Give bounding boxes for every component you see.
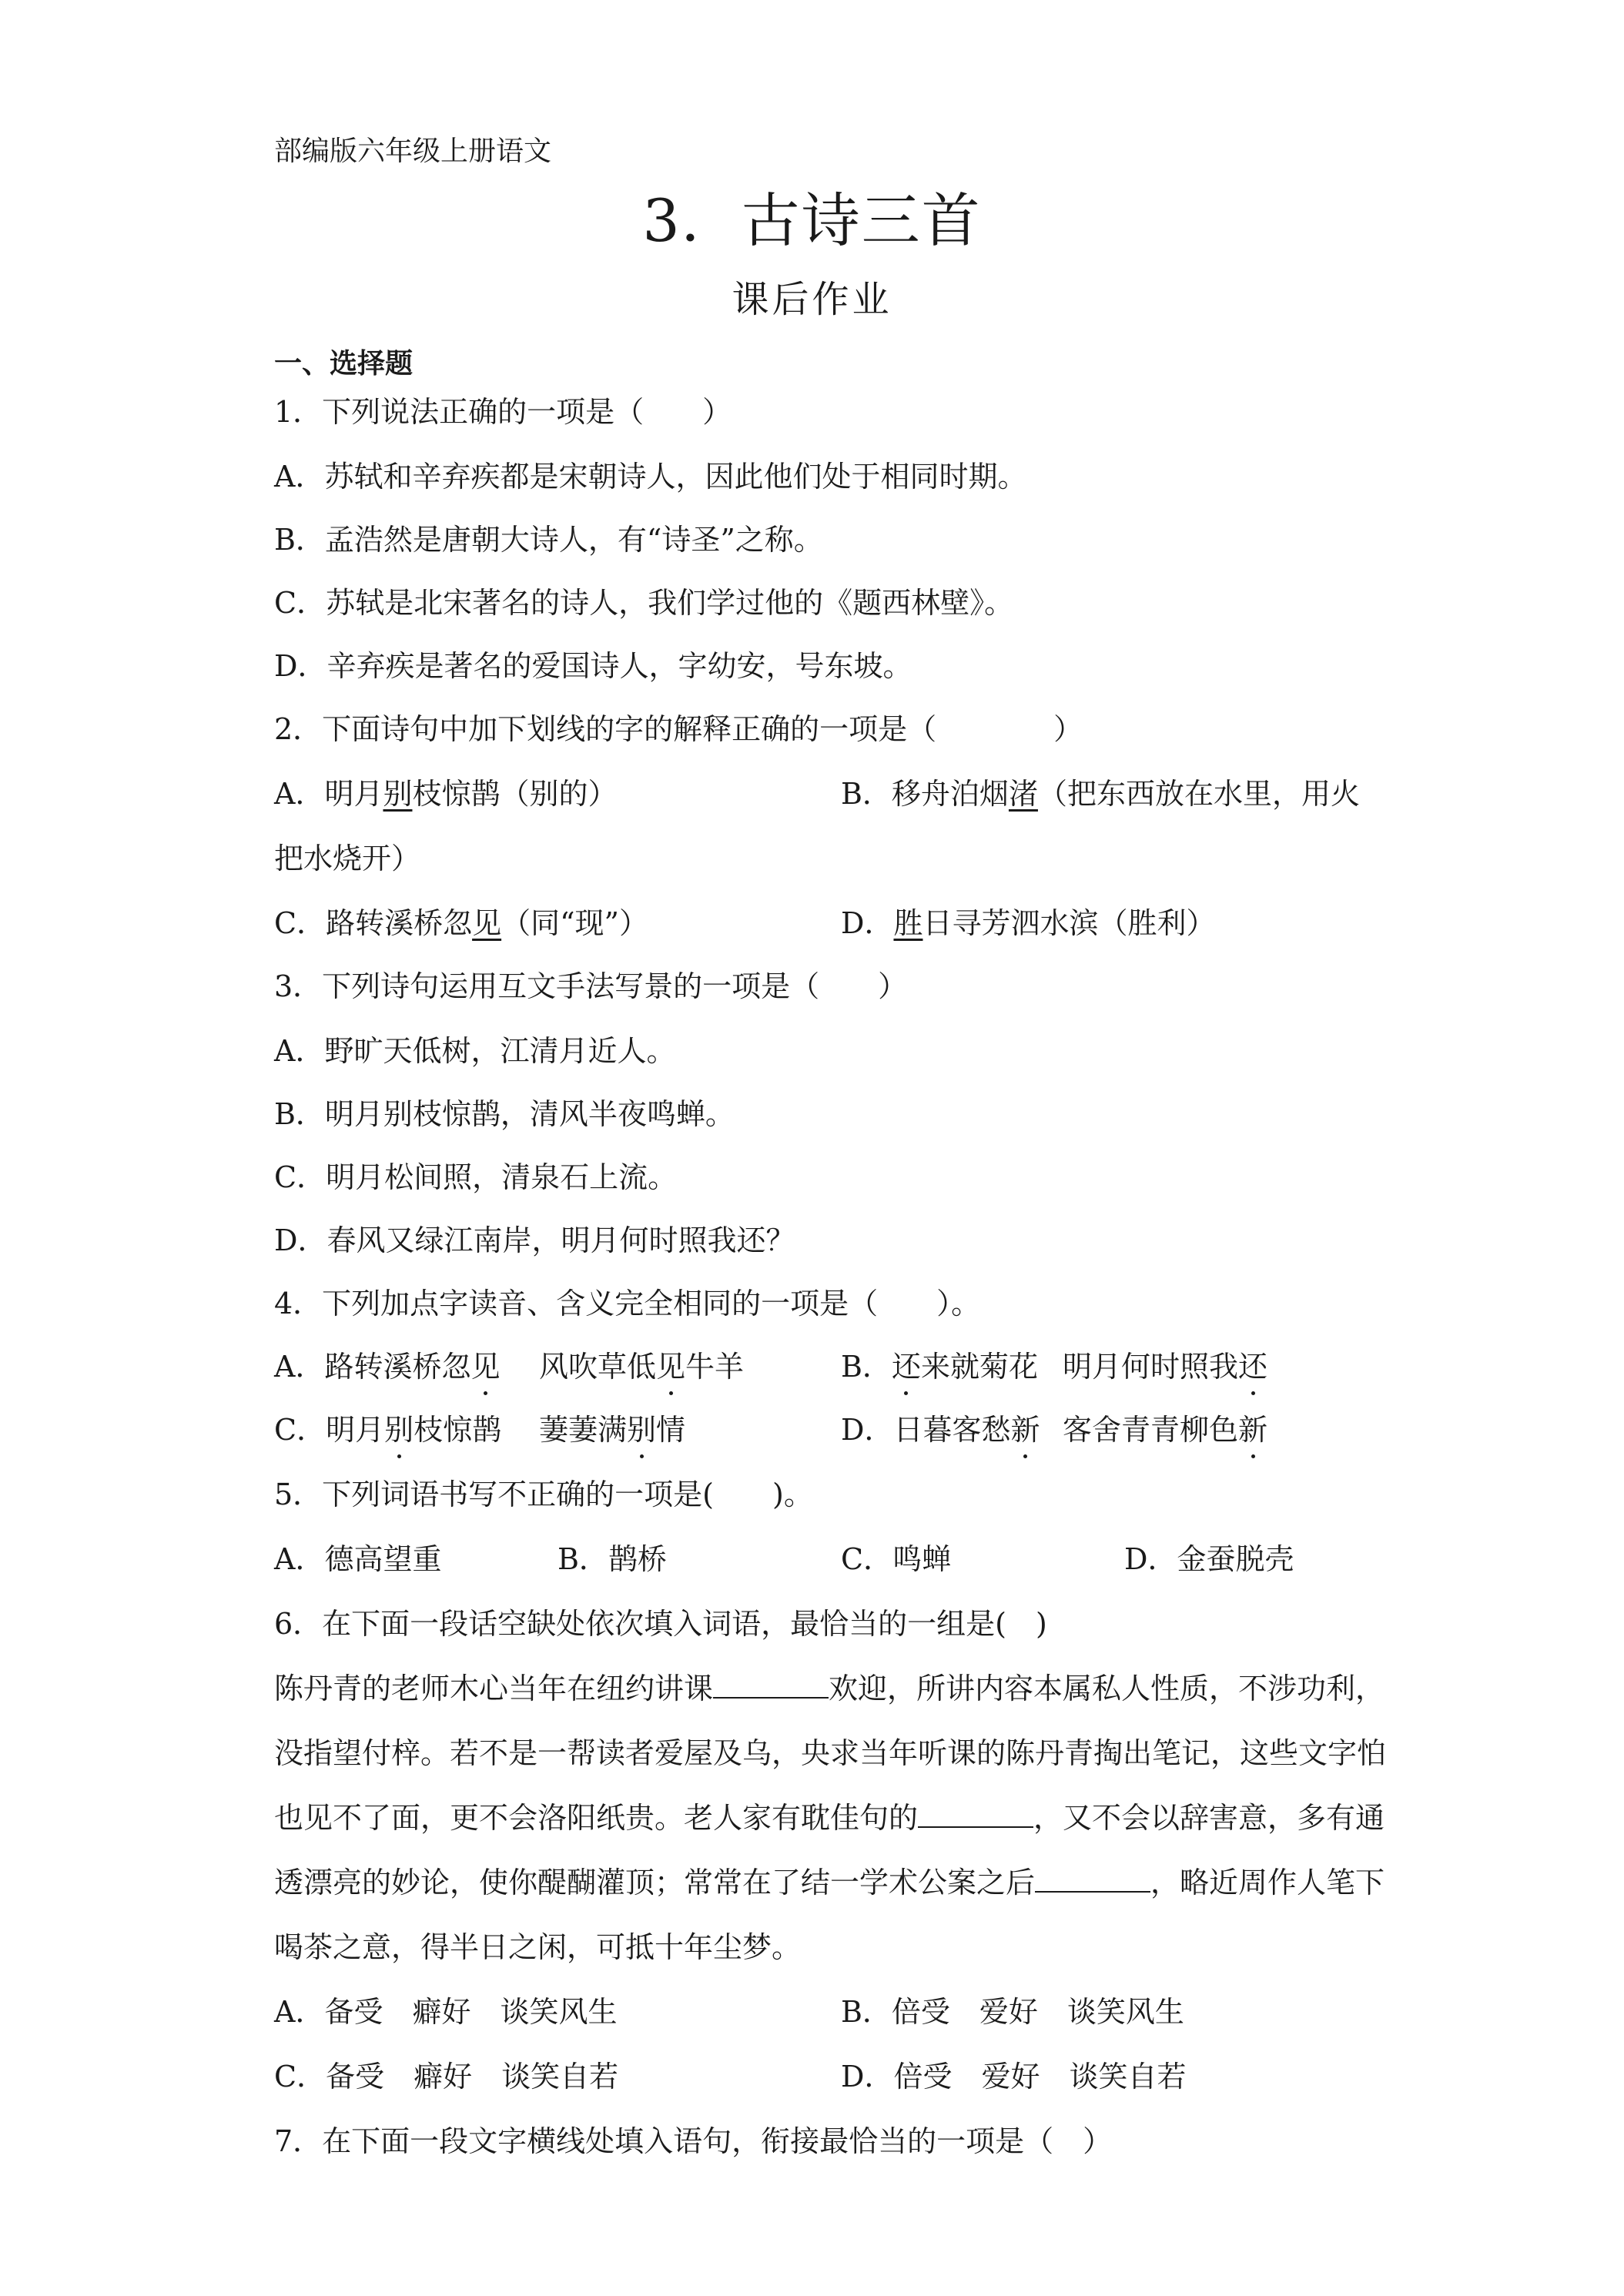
page-subtitle: 课后作业	[732, 278, 892, 321]
q2-option-c	[274, 905, 648, 941]
q4-c2-dotted: 别	[627, 1413, 657, 1447]
q2-option-d	[841, 905, 1216, 941]
q2-b-suffix: （把东西放在水里，用火	[1037, 777, 1360, 811]
q2-c-prefix: C．路转溪桥忽	[274, 906, 473, 940]
q3-option-a: A．野旷天低树，江清月近人。	[274, 1034, 676, 1068]
q6-p3-prefix: 也见不了面，更不会洛阳纸贵。老人家有耽佳句的	[274, 1801, 919, 1835]
q3-option-d: D．春风又绿江南岸，明月何时照我还？	[274, 1223, 795, 1257]
q6-option-c: C．备受 癖好 谈笑自若	[274, 2060, 619, 2094]
q4-option-d-first	[841, 1412, 1040, 1448]
q4-c1-prefix: C．明月	[274, 1413, 385, 1447]
series-label: 部编版六年级上册语文	[274, 136, 552, 167]
q5-stem: 5．下列词语书写不正确的一项是( )。	[274, 1478, 813, 1511]
fill-blank-2	[918, 1802, 1033, 1828]
q1-stem: 1．下列说法正确的一项是（ ）	[274, 395, 732, 429]
q2-d-prefix: D．	[841, 906, 894, 940]
q4-stem: 4．下列加点字读音、含义完全相同的一项是（ ）。	[274, 1287, 981, 1320]
q2-stem: 2．下面诗句中加下划线的字的解释正确的一项是（ ）	[274, 712, 1083, 746]
q4-b2-dotted: 还	[1238, 1350, 1268, 1384]
q4-d2-dotted: 新	[1238, 1413, 1268, 1447]
q2-c-underlined: 见	[472, 906, 502, 940]
q2-b-prefix: B．移舟泊烟	[841, 777, 1009, 811]
q4-b1-dotted: 还	[891, 1350, 921, 1384]
q2-b-underlined: 渚	[1008, 777, 1038, 811]
q2-d-underlined: 胜	[893, 906, 923, 940]
q4-a1-prefix: A．路转溪桥忽	[274, 1350, 471, 1384]
q2-option-b	[841, 776, 1360, 812]
page-title: 3．古诗三首	[642, 186, 982, 255]
q1-option-b: B．孟浩然是唐朝大诗人，有“诗圣”之称。	[274, 523, 823, 557]
q4-option-c-first	[274, 1412, 501, 1448]
q4-option-d-second	[1063, 1412, 1267, 1448]
q1-option-c: C．苏轼是北宋著名的诗人，我们学过他的《题西林壁》。	[274, 586, 1014, 620]
q4-b1-suffix: 来就菊花	[920, 1350, 1038, 1384]
q4-option-b-second	[1063, 1349, 1267, 1384]
q3-stem: 3．下列诗句运用互文手法写景的一项是（ ）	[274, 969, 908, 1003]
q6-passage-line-4	[274, 1865, 1385, 1900]
q4-d1-prefix: D．日暮客愁	[841, 1413, 1011, 1447]
q4-option-a-first	[274, 1349, 500, 1384]
q1-option-d: D．辛弃疾是著名的爱国诗人，字幼安，号东坡。	[274, 649, 912, 683]
q6-passage-line-1	[274, 1671, 1385, 1706]
q4-b1-prefix: B．	[841, 1350, 892, 1384]
q5-option-d: D．金蚕脱壳	[1124, 1542, 1294, 1576]
q6-p3-suffix: ，又不会以辞害意，多有通	[1033, 1801, 1385, 1835]
q2-d-suffix: 日寻芳泗水滨（胜利）	[922, 906, 1216, 940]
q2-option-a	[274, 776, 617, 812]
q6-option-d: D．倍受 爱好 谈笑自若	[841, 2060, 1187, 2094]
q6-stem: 6．在下面一段话空缺处依次填入词语，最恰当的一组是( )	[274, 1607, 1047, 1641]
q6-passage-line-2: 没指望付梓。若不是一帮读者爱屋及乌，央求当年听课的陈丹青掏出笔记，这些文字怕	[274, 1736, 1387, 1770]
q3-option-b: B．明月别枝惊鹊，清风半夜鸣蝉。	[274, 1097, 735, 1131]
q2-a-prefix: A．明月	[274, 777, 383, 811]
q4-b2-prefix: 明月何时照我	[1063, 1350, 1239, 1384]
q3-option-c: C．明月松间照，清泉石上流。	[274, 1160, 678, 1194]
q6-option-b: B．倍受 爱好 谈笑风生	[841, 1995, 1184, 2029]
q6-p4-suffix: ，略近周作人笔下	[1150, 1866, 1385, 1899]
q6-p1-prefix: 陈丹青的老师木心当年在纽约讲课	[274, 1672, 714, 1705]
q6-option-a: A．备受 癖好 谈笑风生	[274, 1995, 618, 2029]
q4-c2-suffix: 情	[656, 1413, 686, 1447]
q2-c-suffix: （同“现”）	[501, 906, 648, 940]
q2-option-b-continuation: 把水烧开）	[274, 842, 421, 875]
q4-a2-prefix: 风吹草低	[539, 1350, 657, 1384]
q7-stem: 7．在下面一段文字横线处填入语句，衔接最恰当的一项是（ ）	[274, 2124, 1113, 2158]
q4-c1-suffix: 枝惊鹊	[414, 1413, 502, 1447]
q4-option-c-second	[539, 1412, 685, 1448]
section-heading: 一、选择题	[274, 348, 414, 380]
q4-c2-prefix: 萋萋满	[539, 1413, 628, 1447]
q4-option-a-second	[539, 1349, 744, 1384]
q2-a-underlined: 别	[383, 777, 413, 811]
q1-option-a: A．苏轼和辛弃疾都是宋朝诗人，因此他们处于相同时期。	[274, 460, 1027, 494]
q5-option-a: A．德高望重	[274, 1542, 442, 1576]
q4-a2-suffix: 牛羊	[685, 1350, 745, 1384]
q4-c1-dotted: 别	[384, 1413, 414, 1447]
q6-p1-suffix: 欢迎，所讲内容本属私人性质，不涉功利，	[829, 1672, 1385, 1705]
q4-d1-dotted: 新	[1010, 1413, 1040, 1447]
q4-a2-dotted: 见	[656, 1350, 686, 1384]
q4-a1-dotted: 见	[470, 1350, 501, 1384]
q4-d2-prefix: 客舍青青柳色	[1063, 1413, 1239, 1447]
q2-a-suffix: 枝惊鹊（别的）	[412, 777, 618, 811]
fill-blank-3	[1035, 1866, 1150, 1893]
q5-option-c: C．鸣蝉	[841, 1542, 952, 1576]
fill-blank-1	[713, 1672, 829, 1699]
q5-option-b: B．鹊桥	[558, 1542, 667, 1576]
q4-option-b-first	[841, 1349, 1038, 1384]
q6-passage-line-5: 喝茶之意，得半日之闲，可抵十年尘梦。	[274, 1930, 802, 1964]
q6-passage-line-3	[274, 1800, 1385, 1836]
q6-p4-prefix: 透漂亮的妙论，使你醍醐灌顶；常常在了结一学术公案之后	[274, 1866, 1036, 1899]
